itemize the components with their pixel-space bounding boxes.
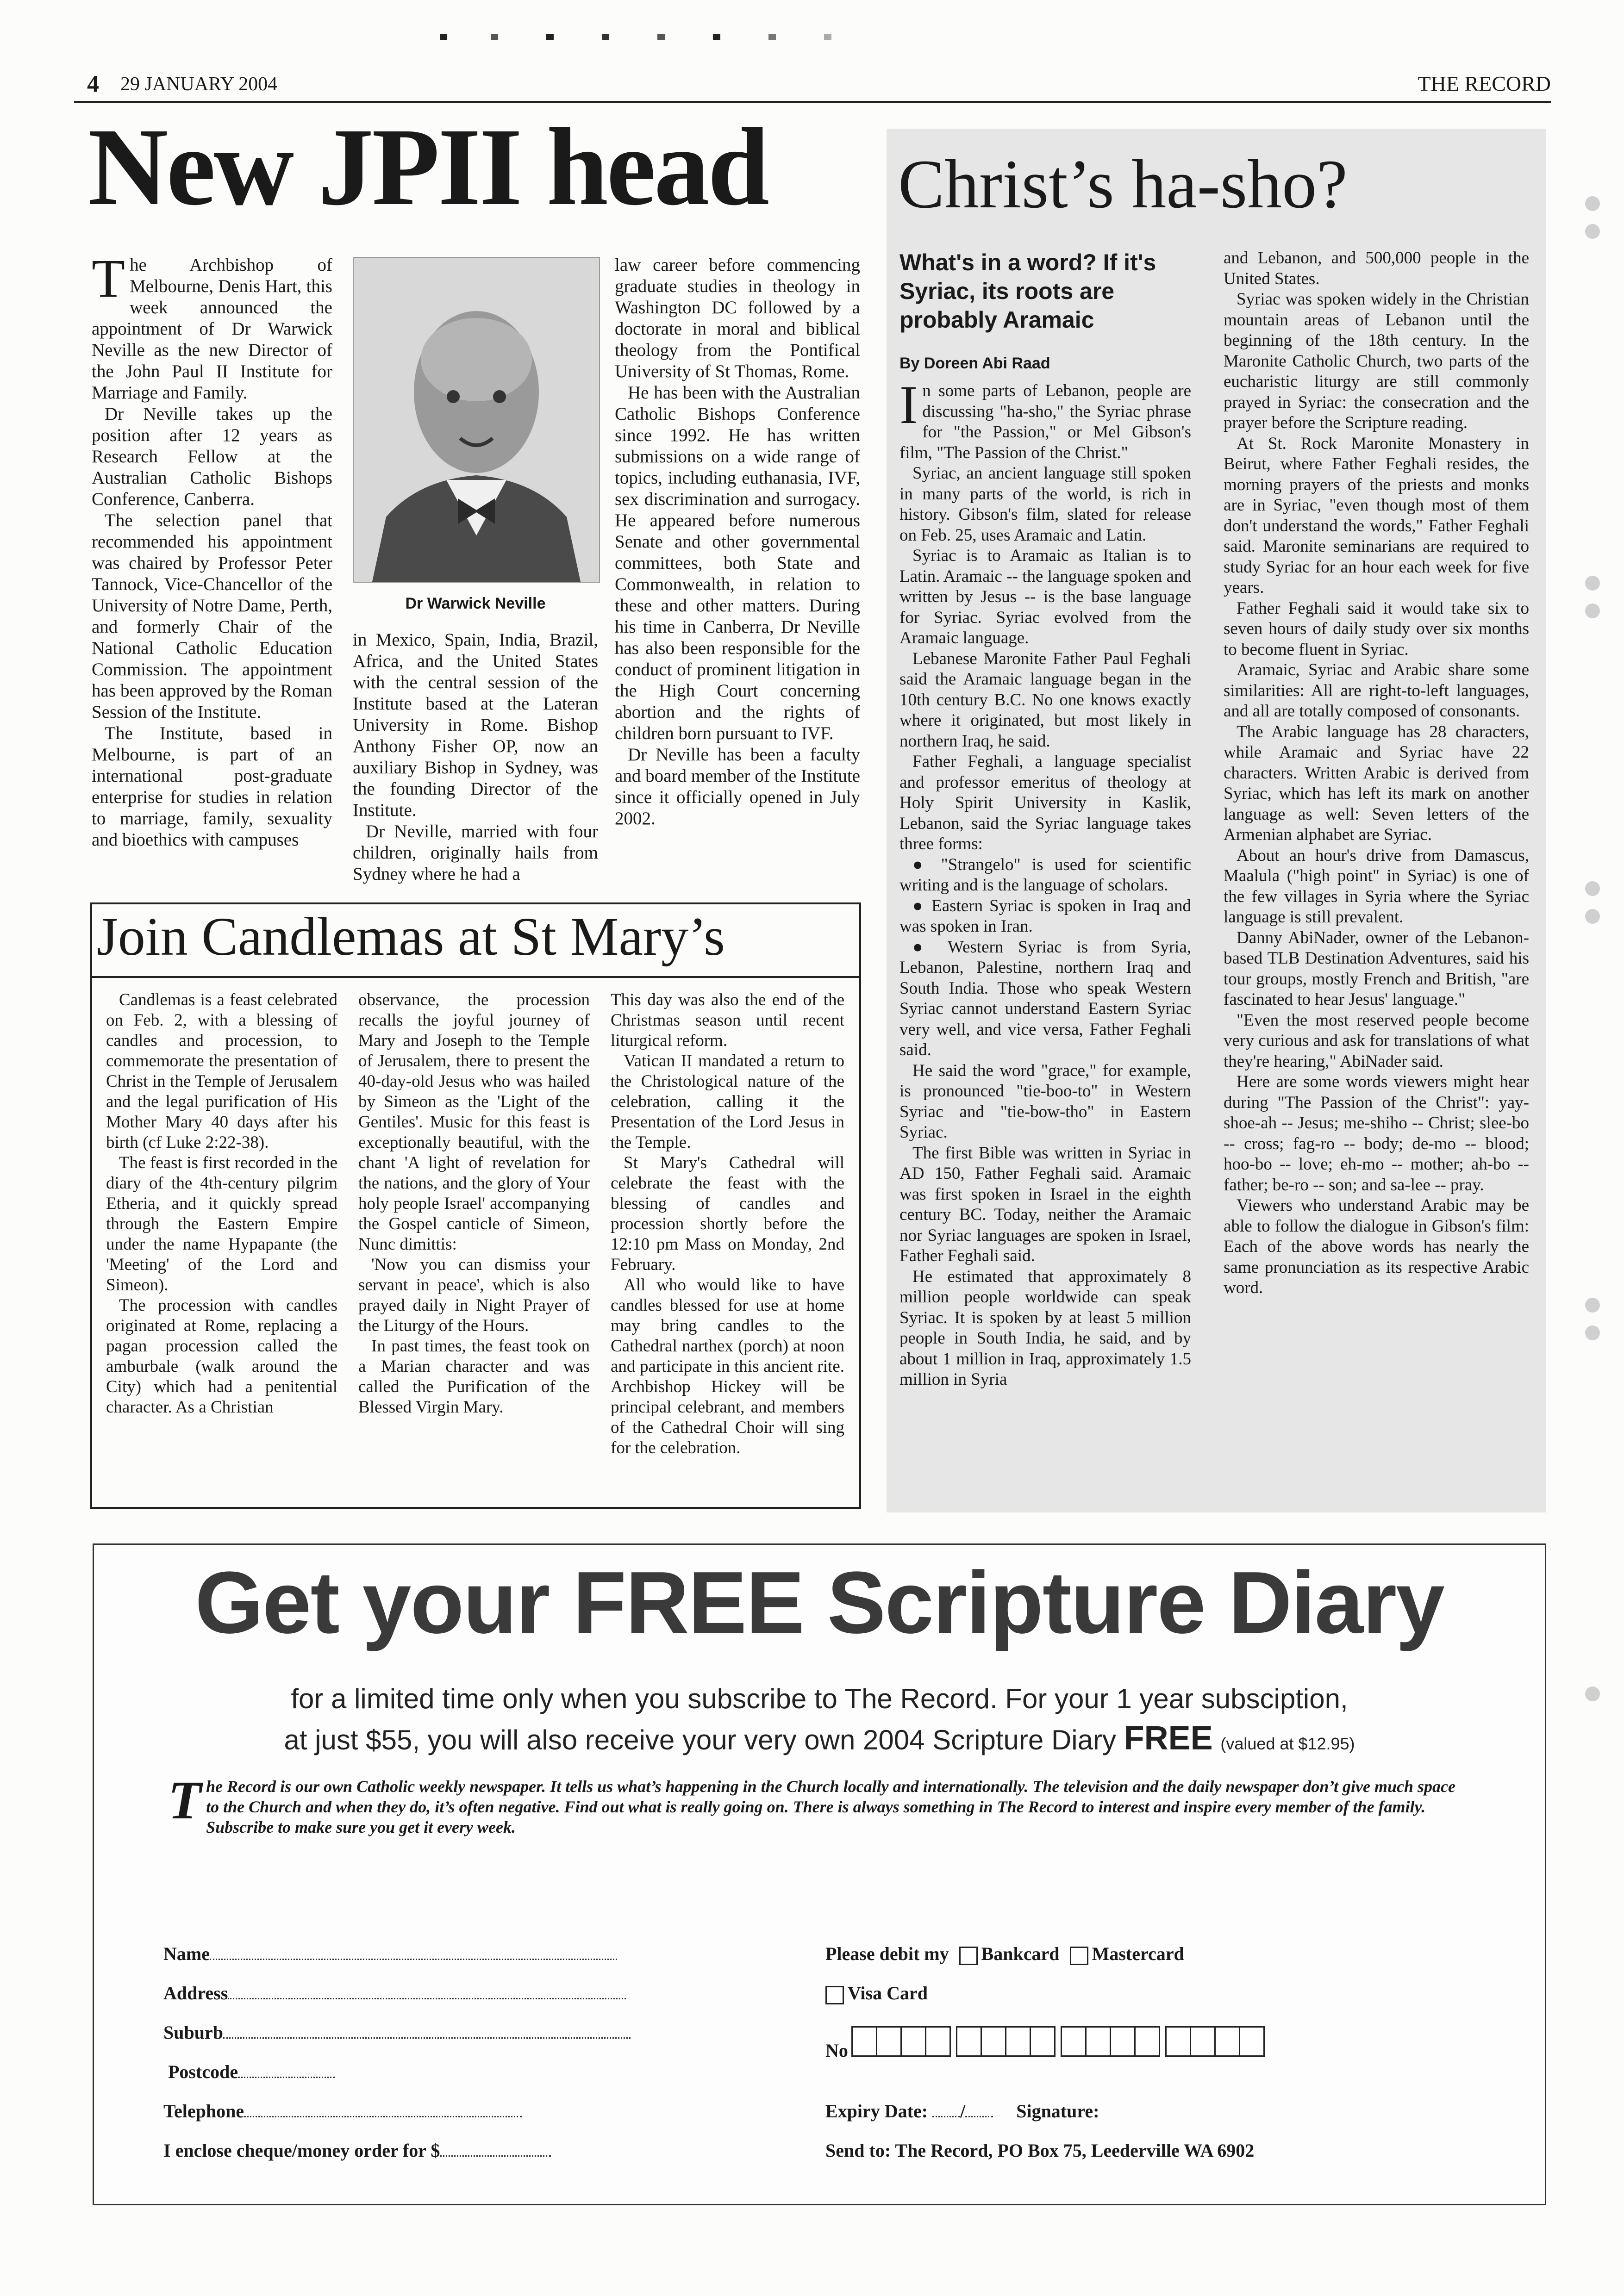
portrait-illustration	[354, 258, 599, 582]
portrait-photo	[353, 257, 600, 583]
debit-row	[825, 1943, 1184, 1965]
hasho-column-1	[899, 374, 1191, 1390]
registration-marks	[435, 32, 898, 42]
hasho-paragraph: "Even the most reserved people become very curious and ask for translations of what they're hearing," AbiNader said.	[1224, 1010, 1529, 1071]
candlemas-column-2	[358, 990, 590, 1418]
hasho-paragraph: and Lebanon, and 500,000 people in the United States.	[1224, 249, 1529, 288]
name-field[interactable]	[163, 1943, 617, 1965]
candlemas-paragraph: This day was also the end of the Christmas season until recent liturgical reform.	[611, 990, 844, 1050]
debit-label: Please debit my	[825, 1943, 949, 1964]
name-line[interactable]	[210, 1946, 617, 1960]
hasho-paragraph: ● Western Syriac is from Syria, Lebanon, Palestine, northern Iraq and South India. Those who speak Western Syriac cannot understand Eastern Syriac very well, and vice versa, Father Feghali said.	[899, 937, 1191, 1059]
binder-holes-graphic	[1583, 194, 1602, 1722]
jpii-paragraph: The selection panel that recommended his appointment was chaired by Professor Peter Tannock, Vice-Chancellor of the University of Notre Dame, Perth, and formerly Chair of the National Catholic Education Commission. The appointment has been approved by the Roman Session of the Institute.	[92, 510, 332, 722]
card-number-row	[825, 2026, 1265, 2061]
ad-offer-line-1: for a limited time only when you subscribe to The Record. For your 1 year subsciption,	[291, 1683, 1348, 1714]
hasho-paragraph: Viewers who understand Arabic may be able to follow the dialogue in Gibson's film: Each of the above words has nearly the same pronunciation as its respective Arabic word.	[1224, 1196, 1529, 1297]
issue-date: 29 JANUARY 2004	[120, 74, 278, 95]
bankcard-checkbox[interactable]	[959, 1947, 978, 1965]
hasho-paragraph: The first Bible was written in Syriac in AD 150, Father Feghali said. Aramaic was first spoken in Israel in the eighth century BC. Today, neither the Aramaic nor Syriac languages are spoken in Israel, Father Feghali said.	[899, 1143, 1191, 1265]
jpii-headline: New JPII head	[88, 105, 768, 228]
candlemas-paragraph: 'Now you can dismiss your servant in peace', which is also prayed daily in Night Prayer of the Liturgy of the Hours.	[358, 1255, 590, 1335]
hasho-paragraph: He said the word "grace," for example, is pronounced "tie-boo-to" in Western Syriac and "tie-bow-tho" in Eastern Syriac.	[899, 1061, 1191, 1142]
hasho-paragraph: Syriac was spoken widely in the Christian mountain areas of Lebanon until the beginning of the 18th century. In the Maronite Catholic Church, two parts of the eucharistic liturgy are still commonly prayed in Syriac: the consecration and the prayer before the Scripture reading.	[1224, 290, 1529, 432]
hasho-paragraph: Father Feghali said it would take six to seven hours of daily study over six months to become fluent in Syriac.	[1224, 598, 1529, 659]
ad-free-label: FREE	[1124, 1720, 1213, 1757]
jpii-paragraph: The Archbishop of Melbourne, Denis Hart, this week announced the appointment of Dr Warwick Neville as the new Director of the John Paul II Institute for Marriage and Family.	[92, 248, 332, 403]
jpii-paragraph: He has been with the Australian Catholic Bishops Conference since 1992. He has written submissions on a wide range of topics, including euthanasia, IVF, sex discrimination and surrogacy. He appeared before numerous Senate and other governmental committees, both State and Commonwealth, in relation to these and other matters. During his time in Canberra, Dr Neville has also been responsible for the conduct of prominent litigation in the High Court concerning abortion and the rights of children born pursuant to IVF.	[615, 383, 860, 743]
jpii-column-2	[353, 629, 598, 885]
hasho-paragraph: Lebanese Maronite Father Paul Feghali said the Aramaic language began in the 10th century B.C. No one knows exactly where it originated, but most likely in northern Iraq, he said.	[899, 649, 1191, 751]
registration-marks-graphic	[435, 32, 898, 42]
candlemas-paragraph: Candlemas is a feast celebrated on Feb. 2, with a blessing of candles and procession, to commemorate the presentation of Christ in the Temple of Jerusalem and the legal purification of His Mother Mary 40 days after his birth (cf Luke 2:22-38).	[106, 990, 337, 1152]
name-label: Name	[163, 1943, 210, 1964]
mastercard-checkbox[interactable]	[1070, 1947, 1088, 1965]
photo-caption: Dr Warwick Neville	[405, 595, 546, 612]
hasho-column-2	[1224, 248, 1529, 1299]
expiry-label: Expiry Date:	[825, 2101, 928, 2122]
header-rule	[74, 101, 1551, 103]
address-field[interactable]	[163, 1982, 626, 2004]
hasho-paragraph: Father Feghali, a language specialist and professor emeritus of theology at Holy Spirit University in Kaslik, Lebanon, said the Syriac language takes three forms:	[899, 752, 1191, 853]
suburb-line[interactable]	[223, 2024, 631, 2039]
jpii-paragraph: The Institute, based in Melbourne, is part of an international post-graduate enterprise for studies in relation to marriage, family, sexuality and bioethics with campuses	[92, 723, 332, 850]
suburb-label: Suburb	[163, 2022, 223, 2043]
visa-label: Visa Card	[848, 1983, 928, 2004]
send-to-address: Send to: The Record, PO Box 75, Leederville WA 6902	[825, 2140, 1255, 2161]
telephone-label: Telephone	[163, 2101, 244, 2122]
ad-offer-line-2	[94, 1721, 1545, 1761]
card-number-boxes[interactable]	[853, 2040, 1265, 2061]
hasho-paragraph: The Arabic language has 28 characters, while Aramaic and Syriac have 22 characters. Written Arabic is derived from Syriac, which has left its mark on another language as well: Seven letters of the Armenian alphabet are Syriac.	[1224, 722, 1529, 844]
address-line[interactable]	[228, 1985, 626, 1999]
suburb-field[interactable]	[163, 2022, 631, 2043]
bankcard-label: Bankcard	[981, 1943, 1060, 1964]
ad-offer-text: at just $55, you will also receive your very own 2004 Scripture Diary	[284, 1724, 1116, 1755]
jpii-column-3	[615, 255, 860, 829]
hasho-paragraph: In some parts of Lebanon, people are discussing "ha-sho," the Syriac phrase for "the Passion," or Mel Gibson's film, "The Passion of the Christ."	[899, 374, 1191, 462]
expiry-separator: /	[960, 2101, 966, 2122]
ad-blurb: The Record is our own Catholic weekly newspaper. It tells us what’s happening in the Church locally and internationally. The television and the daily newspaper don’t give much space to the Church and when they do, it’s often negative. Find out what is really going on. There is always something in The Record to interest and inspire every member of the family. Subscribe to make sure you get it every week.	[168, 1770, 1455, 1836]
hasho-paragraph: ● "Strangelo" is used for scientific writing and is the language of scholars.	[899, 855, 1191, 895]
candlemas-column-3	[611, 990, 844, 1458]
telephone-field[interactable]	[163, 2100, 522, 2122]
subscription-ad	[93, 1543, 1546, 2205]
hasho-panel	[887, 129, 1546, 1512]
hasho-paragraph: Syriac, an ancient language still spoken in many parts of the world, is rich in history. Gibson's film, slated for release on Feb. 25, uses Aramaic and Latin.	[899, 464, 1191, 545]
mastercard-label: Mastercard	[1092, 1943, 1184, 1964]
expiry-year-line[interactable]	[965, 2103, 993, 2117]
candlemas-rule	[92, 976, 859, 978]
postcode-label: Postcode	[168, 2061, 238, 2082]
hasho-paragraph: About an hour's drive from Damascus, Maalula ("high point" in Syriac) is one of the few villages in Syria where the Syriac language is still prevalent.	[1224, 846, 1529, 927]
candlemas-headline: Join Candlemas at St Mary’s	[97, 906, 725, 967]
expiry-row	[825, 2100, 1099, 2122]
visa-checkbox[interactable]	[825, 1986, 844, 2004]
hasho-paragraph: Here are some words viewers might hear during "The Passion of the Christ": yay-shoe-ah -- Jesus; me-shiho -- Christ; slee-bo -- cross; fag-ro -- body; de-mo -- blood; hoo-bo -- love; eh-mo -- mother; ah-bo -- father; be-ro -- son; and sa-lee -- pray.	[1224, 1072, 1529, 1195]
cheque-line[interactable]	[440, 2142, 551, 2157]
jpii-paragraph: law career before commencing graduate studies in theology in Washington DC followed by a doctorate in moral and biblical theology from the Pontifical University of St Thomas, Rome.	[615, 255, 860, 381]
hasho-paragraph: Syriac is to Aramaic as Italian is to Latin. Aramaic -- the language spoken and written by Jesus -- is the base language for Syriac. Syriac evolved from the Aramaic language.	[899, 546, 1191, 647]
hasho-paragraph: ● Eastern Syriac is spoken in Iraq and was spoken in Iran.	[899, 896, 1191, 936]
cheque-label: I enclose cheque/money order for $	[163, 2140, 440, 2161]
masthead: THE RECORD	[1418, 72, 1551, 95]
candlemas-paragraph: St Mary's Cathedral will celebrate the feast with the blessing of candles and procession shortly before the 12:10 pm Mass on Monday, 2nd February.	[611, 1153, 844, 1274]
candlemas-paragraph: observance, the procession recalls the joyful journey of Mary and Joseph to the Temple of Jerusalem, there to present the 40-day-old Jesus who was hailed by Simeon as the 'Light of the Gentiles'. Music for this feast is exceptionally beautiful, with the chant 'A light of revelation for the nations, and the glory of Your holy people Israel' accompanying the Gospel canticle of Simeon, Nunc dimittis:	[358, 990, 590, 1254]
candlemas-column-1	[106, 990, 337, 1418]
binder-holes	[1583, 194, 1602, 1722]
hasho-headline: Christ’s ha-sho?	[898, 146, 1348, 223]
candlemas-paragraph: All who would like to have candles blessed for use at home may bring candles to the Cathedral narthex (porch) at noon and participate in this ancient rite. Archbishop Hickey will be principal celebrant, and members of the Cathedral Choir will sing for the celebration.	[611, 1276, 844, 1457]
jpii-column-1	[92, 248, 332, 851]
cheque-field[interactable]	[163, 2140, 551, 2161]
signature-label: Signature:	[1016, 2101, 1099, 2122]
hasho-paragraph: He estimated that approximately 8 million people worldwide can speak Syriac. It is spoken by at least 5 million people in South India, he said, and by about 1 million in Iraq, approximately 1.5 million in Syria	[899, 1267, 1191, 1389]
candlemas-paragraph: In past times, the feast took on a Marian character and was called the Purification of the Blessed Virgin Mary.	[358, 1337, 590, 1417]
hasho-paragraph: At St. Rock Maronite Monastery in Beirut, where Father Feghali resides, the morning prayers of the priests and monks are in Syriac, "even though most of them don't understand the words," Father Feghali said. Maronite seminarians are required to study Syriac for an hour each week for five years.	[1224, 434, 1529, 597]
page-header	[74, 69, 1551, 102]
telephone-line[interactable]	[244, 2103, 522, 2117]
candlemas-paragraph: Vatican II mandated a return to the Christological nature of the celebration, calling it the Presentation of the Lord Jesus in the Temple.	[611, 1052, 844, 1152]
ad-valued-label: (valued at $12.95)	[1220, 1734, 1355, 1753]
address-label: Address	[163, 1983, 228, 2004]
candlemas-paragraph: The feast is first recorded in the diary of the 4th-century pilgrim Etheria, and it quickly spread through the Eastern Empire under the name Hypapante (the 'Meeting' of the Lord and Simeon).	[106, 1153, 337, 1294]
jpii-paragraph: Dr Neville has been a faculty and board member of the Institute since it officially opened in July 2002.	[615, 745, 860, 828]
postcode-field[interactable]	[168, 2061, 335, 2083]
jpii-paragraph: Dr Neville takes up the position after 12 years as Research Fellow at the Australian Catholic Bishops Conference, Canberra.	[92, 404, 332, 509]
jpii-paragraph: in Mexico, Spain, India, Brazil, Africa, and the United States with the central session of the Institute based at the Lateran University in Rome. Bishop Anthony Fisher OP, now an auxiliary Bishop in Sydney, was the founding Director of the Institute.	[353, 630, 598, 820]
hasho-byline: By Doreen Abi Raad	[899, 355, 1050, 372]
jpii-paragraph: Dr Neville, married with four children, originally hails from Sydney where he had a	[353, 821, 598, 884]
candlemas-box	[90, 902, 861, 1509]
page-number: 4	[87, 71, 99, 97]
ad-headline: Get your FREE Scripture Diary	[195, 1554, 1444, 1652]
hasho-paragraph: Aramaic, Syriac and Arabic share some similarities: All are right-to-left languages, and all are totally composed of consonants.	[1224, 660, 1529, 721]
card-number-label: No	[825, 2040, 848, 2061]
postcode-line[interactable]	[238, 2064, 335, 2078]
candlemas-paragraph: The procession with candles originated at Rome, replacing a pagan procession called the amburbale (walk around the City) which had a penitential character. As a Christian	[106, 1296, 337, 1417]
expiry-month-line[interactable]	[932, 2103, 960, 2117]
hasho-paragraph: Danny AbiNader, owner of the Lebanon-based TLB Destination Adventures, said his tour groups, mostly French and British, "are fascinated to hear Jesus' language."	[1224, 928, 1529, 1009]
hasho-subhead: What's in a word? If it's Syriac, its roots are probably Aramaic	[899, 249, 1156, 333]
visa-row	[825, 1982, 928, 2004]
